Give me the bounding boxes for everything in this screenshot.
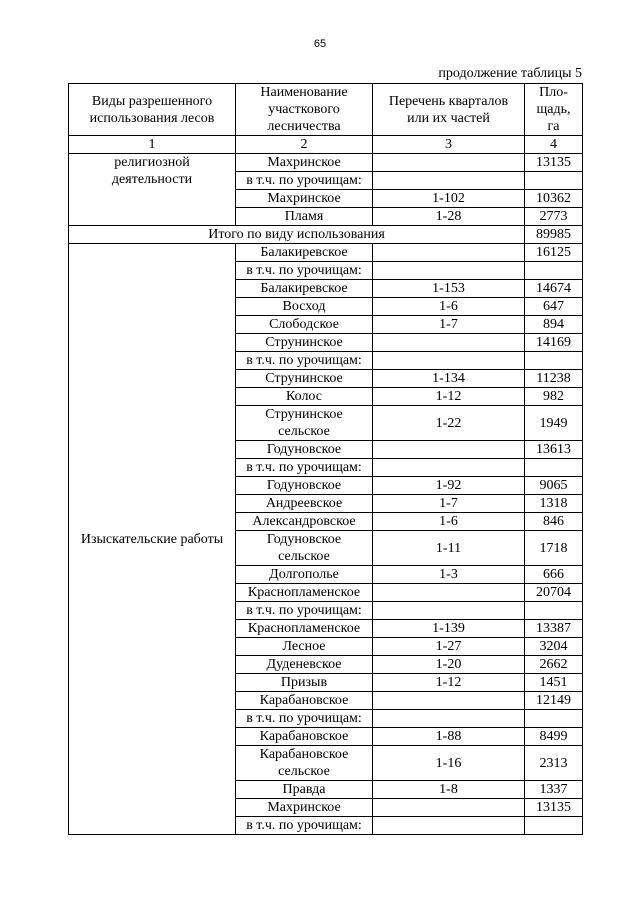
quarters-range: 1-134 (373, 370, 525, 388)
quarters-range: 1-12 (373, 388, 525, 406)
header-quarters-list: Перечень кварталов или их частей (373, 84, 525, 136)
quarters-range (373, 262, 525, 280)
header-area: Пло- щадь, га (525, 84, 583, 136)
forestry-name: Долгополье (236, 566, 373, 584)
quarters-range: 1-16 (373, 746, 525, 781)
quarters-range (373, 710, 525, 728)
subgroup-label: в т.ч. по урочищам: (236, 352, 373, 370)
forestry-name: Правда (236, 781, 373, 799)
quarters-range (373, 459, 525, 477)
area-value: 1718 (525, 531, 583, 566)
forestry-name: Балакиревское (236, 280, 373, 298)
area-value: 9065 (525, 477, 583, 495)
forestry-name: Восход (236, 298, 373, 316)
forestry-name: Годуновское (236, 441, 373, 459)
area-value: 13135 (525, 799, 583, 817)
quarters-range (373, 352, 525, 370)
subgroup-label: в т.ч. по урочищам: (236, 602, 373, 620)
area-value: 13135 (525, 154, 583, 172)
forestry-name: Карабановское (236, 692, 373, 710)
forest-use-table (68, 83, 583, 835)
area-value: 10362 (525, 190, 583, 208)
area-value (525, 602, 583, 620)
quarters-range (373, 692, 525, 710)
area-value: 8499 (525, 728, 583, 746)
area-value: 982 (525, 388, 583, 406)
forestry-name: Струнинское (236, 334, 373, 352)
quarters-range: 1-102 (373, 190, 525, 208)
quarters-range (373, 334, 525, 352)
area-value: 1949 (525, 406, 583, 441)
area-value: 2662 (525, 656, 583, 674)
table-row (69, 154, 583, 172)
area-value: 14169 (525, 334, 583, 352)
column-number-row (69, 136, 583, 154)
column-number: 4 (525, 136, 583, 154)
forestry-name: Махринское (236, 154, 373, 172)
area-value: 1318 (525, 495, 583, 513)
forestry-name: Балакиревское (236, 244, 373, 262)
quarters-range: 1-20 (373, 656, 525, 674)
total-label: Итого по виду использования (69, 226, 525, 244)
quarters-range: 1-12 (373, 674, 525, 692)
subgroup-label: в т.ч. по урочищам: (236, 817, 373, 835)
area-value: 666 (525, 566, 583, 584)
forestry-name: Александровское (236, 513, 373, 531)
area-value: 12149 (525, 692, 583, 710)
quarters-range: 1-92 (373, 477, 525, 495)
quarters-range: 1-88 (373, 728, 525, 746)
total-value: 89985 (525, 226, 583, 244)
quarters-range (373, 584, 525, 602)
use-type-cell: религиозной деятельности (69, 154, 236, 226)
header-forestry-name: Наименование участкового лесничества (236, 84, 373, 136)
quarters-range: 1-3 (373, 566, 525, 584)
area-value: 1337 (525, 781, 583, 799)
forestry-name: Струнинское (236, 370, 373, 388)
quarters-range: 1-139 (373, 620, 525, 638)
subgroup-label: в т.ч. по урочищам: (236, 262, 373, 280)
forestry-name: Андреевское (236, 495, 373, 513)
table-row (69, 244, 583, 262)
forestry-name: Струнинское сельское (236, 406, 373, 441)
page-number: 65 (313, 38, 327, 50)
quarters-range (373, 172, 525, 190)
forestry-name: Призыв (236, 674, 373, 692)
forestry-name: Краснопламенское (236, 620, 373, 638)
area-value: 894 (525, 316, 583, 334)
table-continuation-label: продолжение таблицы 5 (438, 66, 582, 81)
quarters-range (373, 817, 525, 835)
subgroup-label: в т.ч. по урочищам: (236, 710, 373, 728)
area-value (525, 352, 583, 370)
quarters-range: 1-6 (373, 513, 525, 531)
quarters-range: 1-7 (373, 495, 525, 513)
forestry-name: Пламя (236, 208, 373, 226)
quarters-range: 1-11 (373, 531, 525, 566)
forestry-name: Слободское (236, 316, 373, 334)
quarters-range (373, 441, 525, 459)
quarters-range: 1-22 (373, 406, 525, 441)
forestry-name: Дуденевское (236, 656, 373, 674)
column-number: 2 (236, 136, 373, 154)
forestry-name: Годуновское сельское (236, 531, 373, 566)
table-header-row (69, 84, 583, 136)
quarters-range: 1-7 (373, 316, 525, 334)
quarters-range (373, 602, 525, 620)
area-value: 846 (525, 513, 583, 531)
column-number: 3 (373, 136, 525, 154)
forestry-name: Карабановское сельское (236, 746, 373, 781)
header-use-type: Виды разрешенного использования лесов (69, 84, 236, 136)
area-value: 647 (525, 298, 583, 316)
forestry-name: Махринское (236, 190, 373, 208)
quarters-range (373, 244, 525, 262)
total-row (69, 226, 583, 244)
forestry-name: Колос (236, 388, 373, 406)
quarters-range: 1-8 (373, 781, 525, 799)
area-value: 13613 (525, 441, 583, 459)
area-value: 14674 (525, 280, 583, 298)
area-value: 3204 (525, 638, 583, 656)
quarters-range: 1-153 (373, 280, 525, 298)
forestry-name: Лесное (236, 638, 373, 656)
area-value: 20704 (525, 584, 583, 602)
area-value: 2313 (525, 746, 583, 781)
forestry-name: Карабановское (236, 728, 373, 746)
area-value (525, 172, 583, 190)
area-value: 13387 (525, 620, 583, 638)
area-value: 2773 (525, 208, 583, 226)
subgroup-label: в т.ч. по урочищам: (236, 459, 373, 477)
quarters-range: 1-28 (373, 208, 525, 226)
area-value: 16125 (525, 244, 583, 262)
area-value (525, 710, 583, 728)
forestry-name: Краснопламенское (236, 584, 373, 602)
subgroup-label: в т.ч. по урочищам: (236, 172, 373, 190)
forestry-name: Годуновское (236, 477, 373, 495)
column-number: 1 (69, 136, 236, 154)
area-value: 1451 (525, 674, 583, 692)
quarters-range: 1-6 (373, 298, 525, 316)
quarters-range: 1-27 (373, 638, 525, 656)
use-type-cell: Изыскательские работы (69, 244, 236, 835)
quarters-range (373, 799, 525, 817)
quarters-range (373, 154, 525, 172)
forestry-name: Махринское (236, 799, 373, 817)
area-value (525, 459, 583, 477)
area-value: 11238 (525, 370, 583, 388)
area-value (525, 262, 583, 280)
area-value (525, 817, 583, 835)
